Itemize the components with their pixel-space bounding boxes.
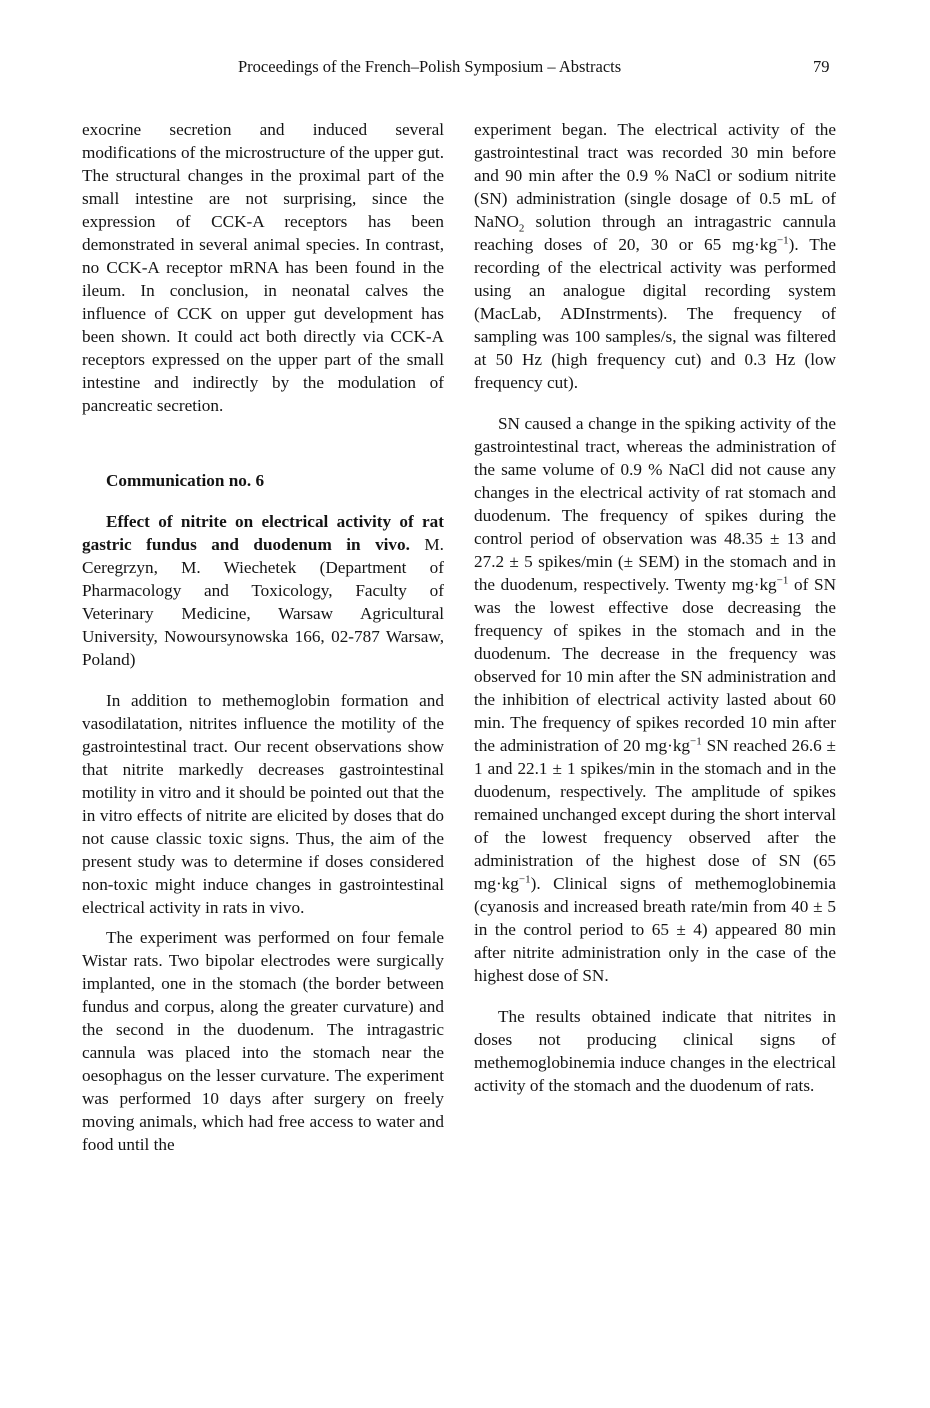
intro-paragraph: In addition to methemoglobin formation and vasodilatation, nitrites influence the motility of the gastrointestinal tract. Our recent observations show that nitrite markedly decreases gastrointestinal motility in vitro and it should be pointed out that the in vitro effects of nitrite are elicited by doses that do not cause classic toxic signs. Thus, the aim of the present study was to determine if doses considered non-toxic might induce changes in gastrointestinal electrical activity in rats in vivo.	[82, 691, 444, 917]
methods-text-a: experiment began. The electrical activity of the gastrointestinal tract was recorded 30 min before and 90 min after the 0.9 % NaCl or sodium nitrite (SN) administration (single dosage of 0.5 mL of NaNO	[474, 120, 836, 231]
results-superscript-2: −1	[690, 735, 702, 748]
abstract-title: Effect of nitrite on electrical activity of rat gastric fundus and duodenum in vivo.	[82, 512, 444, 554]
conclusion-paragraph: The results obtained indicate that nitrites in doses not producing clinical signs of methemoglobinemia induce changes in the electrical activity of the stomach and the duodenum of rats.	[474, 1007, 836, 1095]
results-text-a: SN caused a change in the spiking activity of the gastrointestinal tract, whereas the administration of the same volume of 0.9 % NaCl did not cause any changes in the electrical activity of rat stomach and duodenum. The frequency of spikes during the control period of observation was 48.35 ± 13 and 27.2 ± 5 spikes/min (± SEM) in the stomach and in the duodenum, respectively. Twenty mg·kg	[474, 414, 836, 594]
methods-continuation	[474, 118, 836, 394]
results-superscript-3: −1	[518, 873, 531, 886]
methods-subscript: 2	[518, 222, 525, 235]
continuation-paragraph: exocrine secretion and induced several modifications of the microstructure of the upper gut. The structural changes in the proximal part of the small intestine are not surprising, since the expression of CCK-A receptors has been demonstrated in several animal species. In contrast, no CCK-A receptor mRNA has been found in the ileum. In conclusion, in neonatal calves the influence of CCK on upper gut development has been shown. It could act both directly via CCK-A receptors expressed on the upper part of the small intestine and indirectly by the modulation of pancreatic secretion.	[82, 120, 444, 415]
results-text-c: SN reached 26.6 ± 1 and 22.1 ± 1 spikes/min in the stomach and in the duodenum, respectively. The amplitude of spikes remained unchanged except during the short interval of the lowest frequency observed after the administration of the highest dose of SN (65 mg·kg	[474, 736, 836, 893]
running-title: Proceedings of the French–Polish Symposium – Abstracts	[238, 57, 622, 76]
results-text-d: ). Clinical signs of methemoglobinemia (cyanosis and increased breath rate/min from 40 ± 5 in the control period to 65 ± 4) appeared 80 min after nitrite administration only in the case of the highest dose of SN.	[474, 874, 836, 985]
communication-heading: Communication no. 6	[106, 471, 265, 490]
results-paragraph	[474, 412, 836, 987]
running-header	[0, 57, 930, 81]
methods-text-b: solution through an intragastric cannula reaching doses of 20, 30 or 65 mg·kg	[474, 212, 836, 254]
left-column	[82, 118, 444, 1156]
results-superscript-1: −1	[776, 574, 789, 587]
results-text-b: of SN was the lowest effective dose decreasing the frequency of spikes in the stomach and in the duodenum. The decrease in the frequency was observed for 10 min after the SN administration and the inhibition of electrical activity lasted about 60 min. The frequency of spikes recorded 10 min after the administration of 20 mg·kg	[474, 575, 836, 755]
abstract-title-block	[82, 510, 444, 671]
methods-superscript: −1	[776, 234, 789, 247]
page-number: 79	[813, 57, 830, 76]
authors-affiliation: M. Ceregrzyn, M. Wiechetek (Department of Pharmacology and Toxicology, Faculty of Veterinary Medicine, Warsaw Agricultural University, Nowoursynowska 166, 02-787 Warsaw, Poland)	[82, 535, 444, 669]
right-column	[474, 118, 836, 1097]
methods-text-c: ). The recording of the electrical activity was performed using an analogue digital recording system (MacLab, ADInstrments). The frequency of sampling was 100 samples/s, the signal was filtered at 50 Hz (high frequency cut) and 0.3 Hz (low frequency cut).	[474, 235, 836, 392]
methods-paragraph: The experiment was performed on four female Wistar rats. Two bipolar electrodes were surgically implanted, one in the stomach (the border between fundus and corpus, along the greater curvature) and the second in the duodenum. The intragastric cannula was placed into the stomach near the oesophagus on the lesser curvature. The experiment was performed 10 days after surgery on freely moving animals, which had free access to water and food until the	[82, 928, 444, 1154]
